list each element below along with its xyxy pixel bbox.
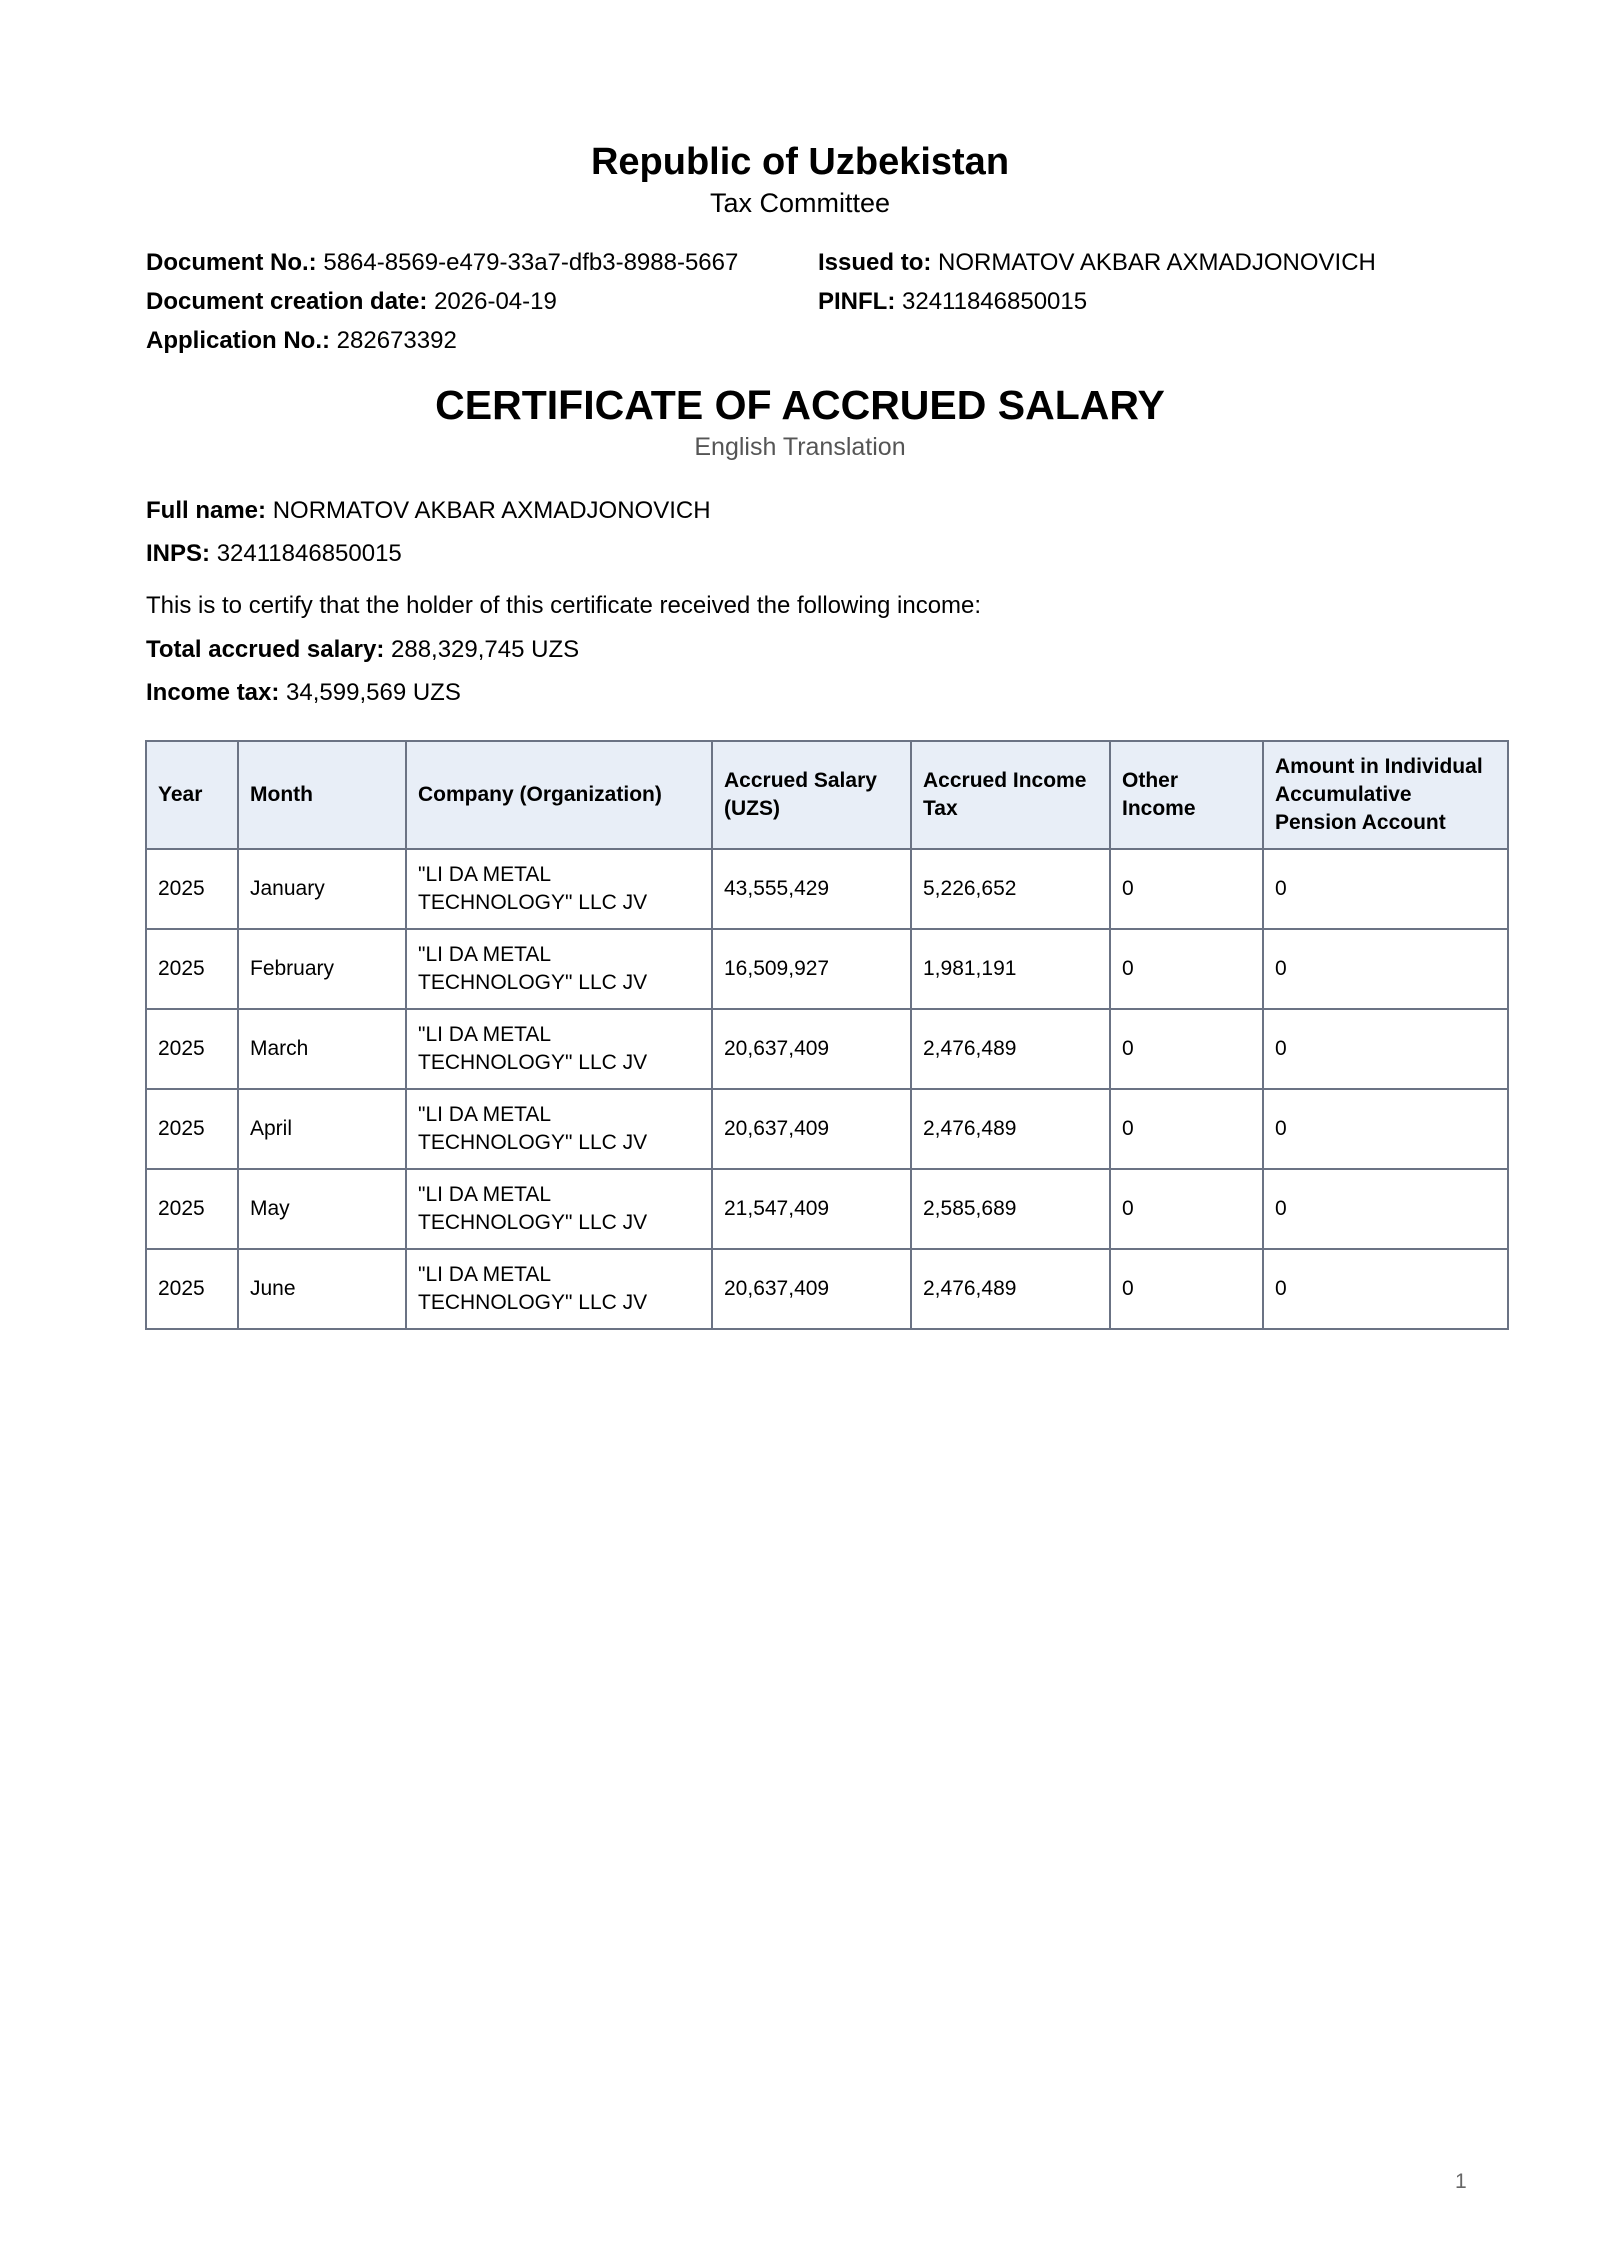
column-header-other-income: Other Income	[1110, 741, 1263, 849]
cell-accrued-income-tax: 1,981,191	[911, 929, 1110, 1009]
full-name-value: NORMATOV AKBAR AXMADJONOVICH	[272, 497, 711, 524]
column-header-pension-amount: Amount in Individual Accumulative Pension Account	[1263, 741, 1508, 849]
committee-name: Tax Committee	[709, 188, 891, 218]
pinfl-label: PINFL:	[818, 288, 896, 315]
country-title: Republic of Uzbekistan	[590, 141, 1010, 183]
cell-other-income: 0	[1110, 1089, 1263, 1169]
cell-other-income: 0	[1110, 929, 1263, 1009]
cell-accrued-salary: 21,547,409	[712, 1169, 911, 1249]
cell-accrued-income-tax: 5,226,652	[911, 849, 1110, 929]
cell-other-income: 0	[1110, 1169, 1263, 1249]
document-meta-right	[818, 246, 1376, 324]
cell-accrued-salary: 20,637,409	[712, 1089, 911, 1169]
creation-date-line	[146, 285, 738, 324]
cell-month: April	[238, 1089, 406, 1169]
full-name-line	[146, 492, 711, 535]
cell-month: May	[238, 1169, 406, 1249]
full-name-label: Full name:	[146, 497, 267, 524]
cell-year: 2025	[146, 1009, 238, 1089]
cell-company: "LI DA METAL TECHNOLOGY" LLC JV	[406, 929, 712, 1009]
cell-company: "LI DA METAL TECHNOLOGY" LLC JV	[406, 1089, 712, 1169]
cell-other-income: 0	[1110, 849, 1263, 929]
table-row	[146, 1249, 1508, 1329]
table-row	[146, 1169, 1508, 1249]
total-salary-value: 288,329,745 UZS	[391, 636, 580, 663]
cell-accrued-income-tax: 2,585,689	[911, 1169, 1110, 1249]
income-table	[145, 740, 1509, 1330]
column-header-accrued-income-tax: Accrued Income Tax	[911, 741, 1110, 849]
cell-company: "LI DA METAL TECHNOLOGY" LLC JV	[406, 1009, 712, 1089]
document-header	[0, 140, 1600, 222]
application-number-line	[146, 324, 738, 363]
cell-month: February	[238, 929, 406, 1009]
cell-accrued-salary: 20,637,409	[712, 1249, 911, 1329]
issued-to-value: NORMATOV AKBAR AXMADJONOVICH	[938, 249, 1376, 276]
certificate-title: CERTIFICATE OF ACCRUED SALARY	[435, 382, 1165, 428]
cell-accrued-salary: 16,509,927	[712, 929, 911, 1009]
application-number-label: Application No.:	[146, 327, 330, 354]
page-number: 1	[1455, 2170, 1467, 2193]
document-meta-left	[146, 246, 738, 363]
cell-month: June	[238, 1249, 406, 1329]
inps-label: INPS:	[146, 540, 211, 567]
cell-month: March	[238, 1009, 406, 1089]
column-header-year: Year	[146, 741, 238, 849]
table-header-row	[146, 741, 1508, 849]
cell-accrued-income-tax: 2,476,489	[911, 1009, 1110, 1089]
column-header-accrued-salary: Accrued Salary (UZS)	[712, 741, 911, 849]
application-number-value: 282673392	[336, 327, 457, 354]
cell-month: January	[238, 849, 406, 929]
creation-date-label: Document creation date:	[146, 288, 428, 315]
cell-year: 2025	[146, 1169, 238, 1249]
table-row	[146, 929, 1508, 1009]
cell-company: "LI DA METAL TECHNOLOGY" LLC JV	[406, 1249, 712, 1329]
income-tax-line	[146, 674, 579, 717]
cell-year: 2025	[146, 849, 238, 929]
document-number-line	[146, 246, 738, 285]
pinfl-value: 32411846850015	[902, 288, 1088, 315]
creation-date-value: 2026-04-19	[434, 288, 557, 315]
cell-year: 2025	[146, 1249, 238, 1329]
cell-company: "LI DA METAL TECHNOLOGY" LLC JV	[406, 849, 712, 929]
cell-pension-amount: 0	[1263, 849, 1508, 929]
issued-to-label: Issued to:	[818, 249, 932, 276]
cell-other-income: 0	[1110, 1249, 1263, 1329]
document-number-label: Document No.:	[146, 249, 317, 276]
cell-pension-amount: 0	[1263, 1249, 1508, 1329]
inps-value: 32411846850015	[216, 540, 402, 567]
cell-accrued-income-tax: 2,476,489	[911, 1249, 1110, 1329]
cell-pension-amount: 0	[1263, 1169, 1508, 1249]
certificate-subtitle: English Translation	[694, 433, 906, 461]
person-info	[146, 492, 711, 578]
cell-accrued-salary: 20,637,409	[712, 1009, 911, 1089]
cell-other-income: 0	[1110, 1009, 1263, 1089]
document-number-value: 5864-8569-e479-33a7-dfb3-8988-5667	[323, 249, 739, 276]
income-tax-value: 34,599,569 UZS	[286, 679, 461, 706]
table-row	[146, 849, 1508, 929]
column-header-month: Month	[238, 741, 406, 849]
cell-accrued-income-tax: 2,476,489	[911, 1089, 1110, 1169]
income-totals	[146, 631, 579, 717]
cell-pension-amount: 0	[1263, 929, 1508, 1009]
column-header-company: Company (Organization)	[406, 741, 712, 849]
cell-pension-amount: 0	[1263, 1089, 1508, 1169]
table-row	[146, 1009, 1508, 1089]
pinfl-line	[818, 285, 1376, 324]
certification-statement: This is to certify that the holder of this certificate received the following income:	[146, 592, 982, 619]
cell-company: "LI DA METAL TECHNOLOGY" LLC JV	[406, 1169, 712, 1249]
table-row	[146, 1089, 1508, 1169]
income-tax-label: Income tax:	[146, 679, 280, 706]
inps-line	[146, 535, 711, 578]
cell-year: 2025	[146, 929, 238, 1009]
cell-accrued-salary: 43,555,429	[712, 849, 911, 929]
issued-to-line	[818, 246, 1376, 285]
certificate-title-block	[0, 380, 1600, 464]
cell-year: 2025	[146, 1089, 238, 1169]
total-salary-line	[146, 631, 579, 674]
total-salary-label: Total accrued salary:	[146, 636, 385, 663]
cell-pension-amount: 0	[1263, 1009, 1508, 1089]
